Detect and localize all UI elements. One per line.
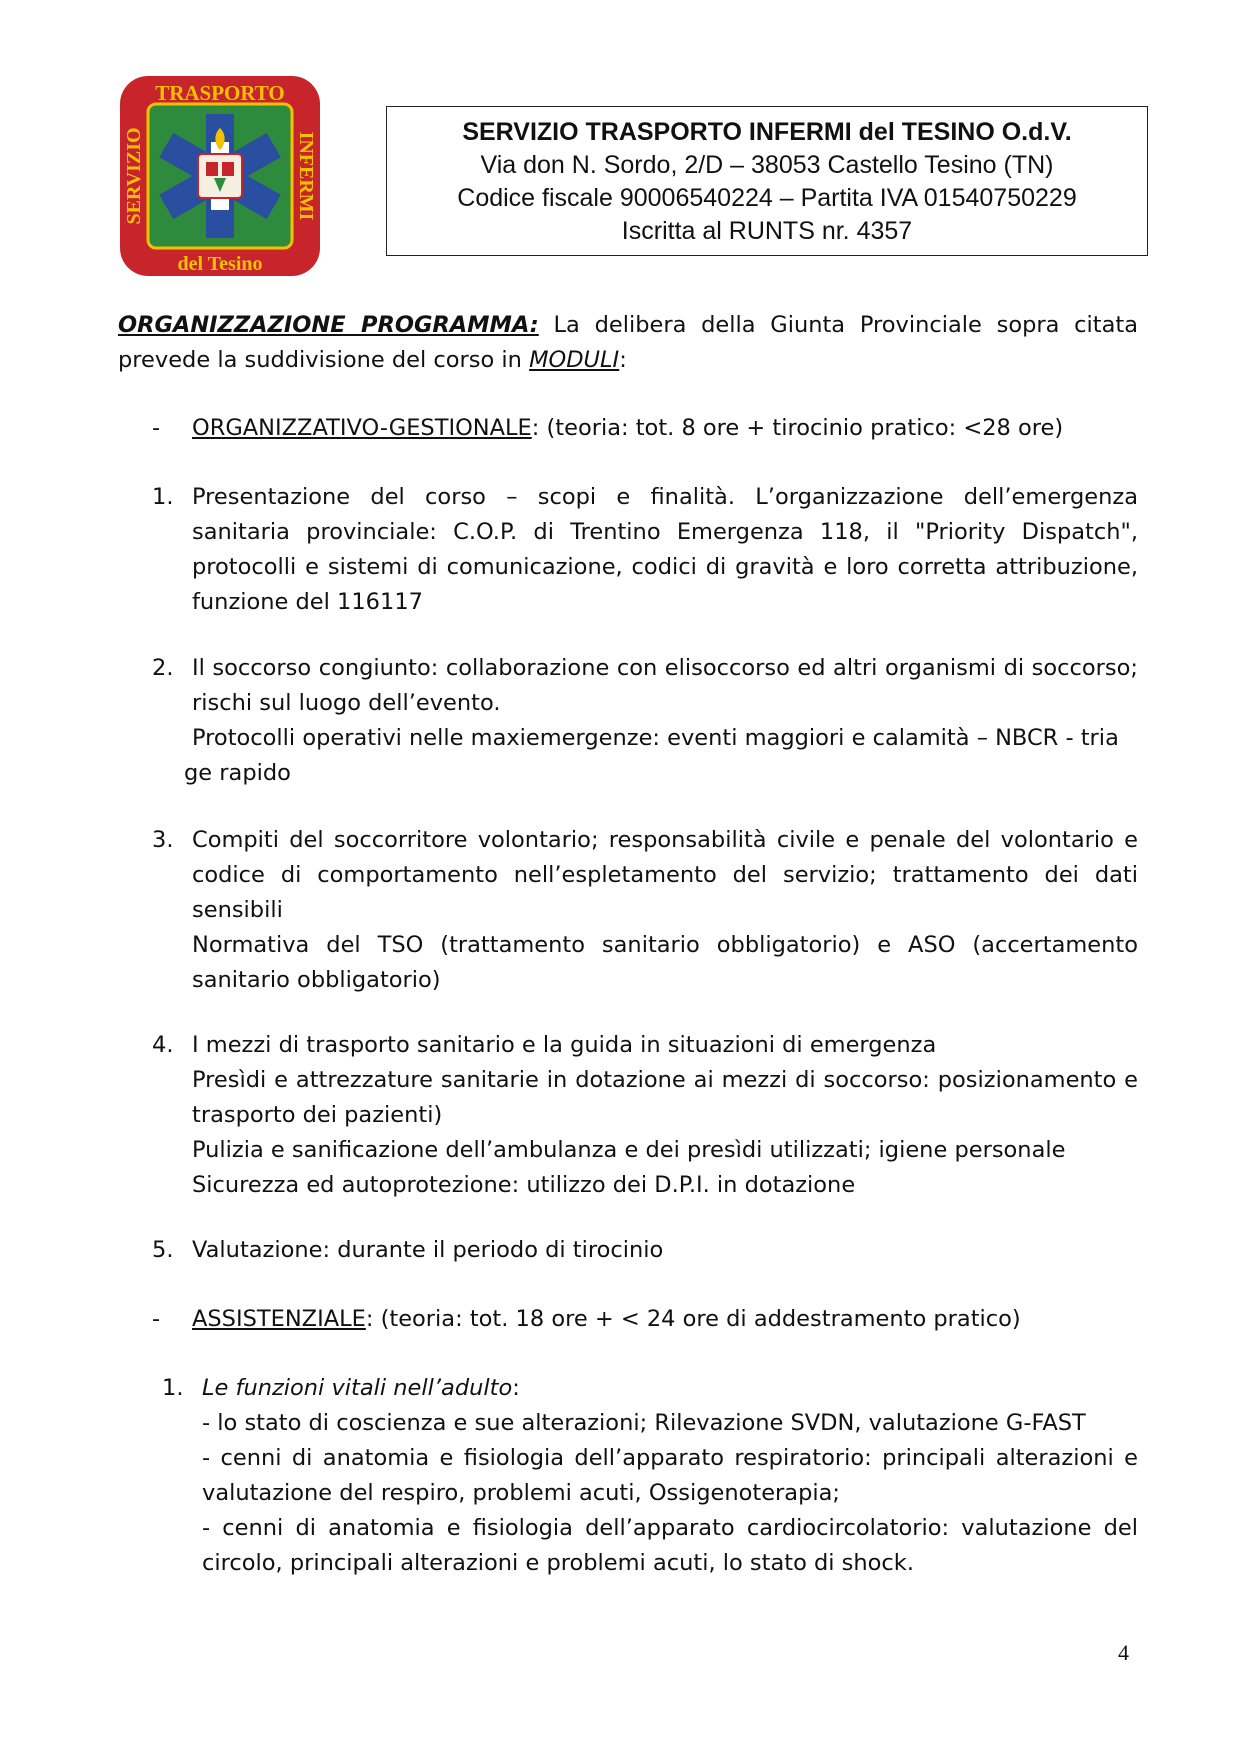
logo-top-text: TRASPORTO — [155, 81, 285, 105]
module1-item1 — [192, 480, 1138, 620]
module2-heading — [192, 1302, 1138, 1337]
module2-item1-title-colon: : — [512, 1375, 520, 1401]
program-heading: ORGANIZZAZIONE PROGRAMMA: — [118, 312, 539, 338]
module1-dash: - — [152, 415, 161, 441]
intro-text: La delibera della Giunta Provinciale sopra citata prevede la suddivisione del corso in — [118, 312, 1138, 373]
module2-item1-title: Le funzioni vitali nell’adulto — [202, 1375, 513, 1401]
module2-title: ASSISTENZIALE — [192, 1306, 366, 1332]
module1-item1-text: Presentazione del corso – scopi e finalità. L’organizzazione dell’emergenza sanitaria provinciale: C.O.P. di Trentino Emergenza 118, il "Priority Dispatch", protocolli e sistemi di comunicazione, codici di gravità e loro corretta attribuzione, funzione del 116117 — [192, 484, 1138, 615]
intro-paragraph — [118, 308, 1138, 378]
logo-right-text: INFERMI — [295, 131, 317, 221]
module2-item1 — [202, 1371, 1138, 1581]
page-number: 4 — [1118, 1640, 1129, 1665]
module1-item5-number: 5. — [152, 1237, 174, 1263]
module1-item4-line4: Sicurezza ed autoprotezione: utilizzo dei D.P.I. in dotazione — [192, 1172, 856, 1198]
module1-item3-line1: Compiti del soccorritore volontario; responsabilità civile e penale del volontario e codice di comportamento nell’espletamento del servizio; trattamento dei dati sensibili — [192, 827, 1138, 923]
module1-item5-text: Valutazione: durante il periodo di tirocinio — [192, 1237, 664, 1263]
module1-item2-line1: Il soccorso congiunto: collaborazione con elisoccorso ed altri organismi di soccorso; rischi sul luogo dell’evento. — [192, 655, 1138, 716]
module1-item2 — [184, 651, 1138, 791]
organization-tax-ids: Codice fiscale 90006540224 – Partita IVA 01540750229 — [457, 184, 1077, 212]
module2-item1-title-line — [202, 1371, 1138, 1406]
intro-colon: : — [619, 347, 627, 373]
module1-item5 — [192, 1233, 1138, 1268]
module1-title: ORGANIZZATIVO-GESTIONALE — [192, 415, 532, 441]
organization-logo — [118, 74, 322, 278]
module1-hours: : (teoria: tot. 8 ore + tirocinio pratico: <28 ore) — [531, 415, 1064, 441]
moduli-term: MODULI — [529, 347, 620, 373]
module2-item1-number: 1. — [162, 1375, 184, 1401]
logo-bottom-text: del Tesino — [177, 253, 263, 275]
module1-item1-number: 1. — [152, 484, 174, 510]
organization-name: SERVIZIO TRASPORTO INFERMI del TESINO O.d.V. — [462, 118, 1072, 146]
module1-item2-line2-text: Protocolli operativi nelle maxiemergenze: eventi maggiori e calamità – NBCR - tria — [192, 725, 1119, 751]
organization-address: Via don N. Sordo, 2/D – 38053 Castello Tesino (TN) — [480, 151, 1054, 179]
module2-item1-line3: - cenni di anatomia e fisiologia dell’apparato cardiocircolatorio: valutazione del circolo, principali alterazioni e problemi acuti, lo stato di shock. — [202, 1515, 1138, 1576]
module1-item2-line3: ge rapido — [184, 760, 291, 786]
logo-emblem — [118, 74, 322, 278]
module1-item3 — [192, 823, 1138, 998]
module2-item1-line2: - cenni di anatomia e fisiologia dell’apparato respiratorio: principali alterazioni e valutazione del respiro, problemi acuti, Ossigenoterapia; — [202, 1445, 1138, 1506]
module1-item4-line1: I mezzi di trasporto sanitario e la guida in situazioni di emergenza — [192, 1032, 937, 1058]
module1-item3-line2: Normativa del TSO (trattamento sanitario obbligatorio) e ASO (accertamento sanitario obbligatorio) — [192, 932, 1138, 993]
module2-dash: - — [152, 1306, 161, 1332]
letterhead-box — [386, 106, 1148, 256]
module1-item2-number: 2. — [152, 655, 174, 681]
module2-hours: : (teoria: tot. 18 ore + < 24 ore di addestramento pratico) — [365, 1306, 1021, 1332]
module1-item4-line3: Pulizia e sanificazione dell’ambulanza e dei presìdi utilizzati; igiene personale — [192, 1137, 1066, 1163]
logo-left-text: SERVIZIO — [123, 127, 145, 225]
organization-registry: Iscritta al RUNTS nr. 4357 — [621, 217, 913, 245]
module1-item2-line2 — [192, 721, 1138, 756]
module2-item1-line1: - lo stato di coscienza e sue alterazioni; Rilevazione SVDN, valutazione G-FAST — [202, 1410, 1086, 1436]
module1-item4-line2: Presìdi e attrezzature sanitarie in dotazione ai mezzi di soccorso: posizionamento e trasporto dei pazienti) — [192, 1067, 1138, 1128]
module1-item3-number: 3. — [152, 827, 174, 853]
module1-item4 — [192, 1028, 1138, 1203]
module1-heading — [192, 411, 1138, 446]
module1-item4-number: 4. — [152, 1032, 174, 1058]
